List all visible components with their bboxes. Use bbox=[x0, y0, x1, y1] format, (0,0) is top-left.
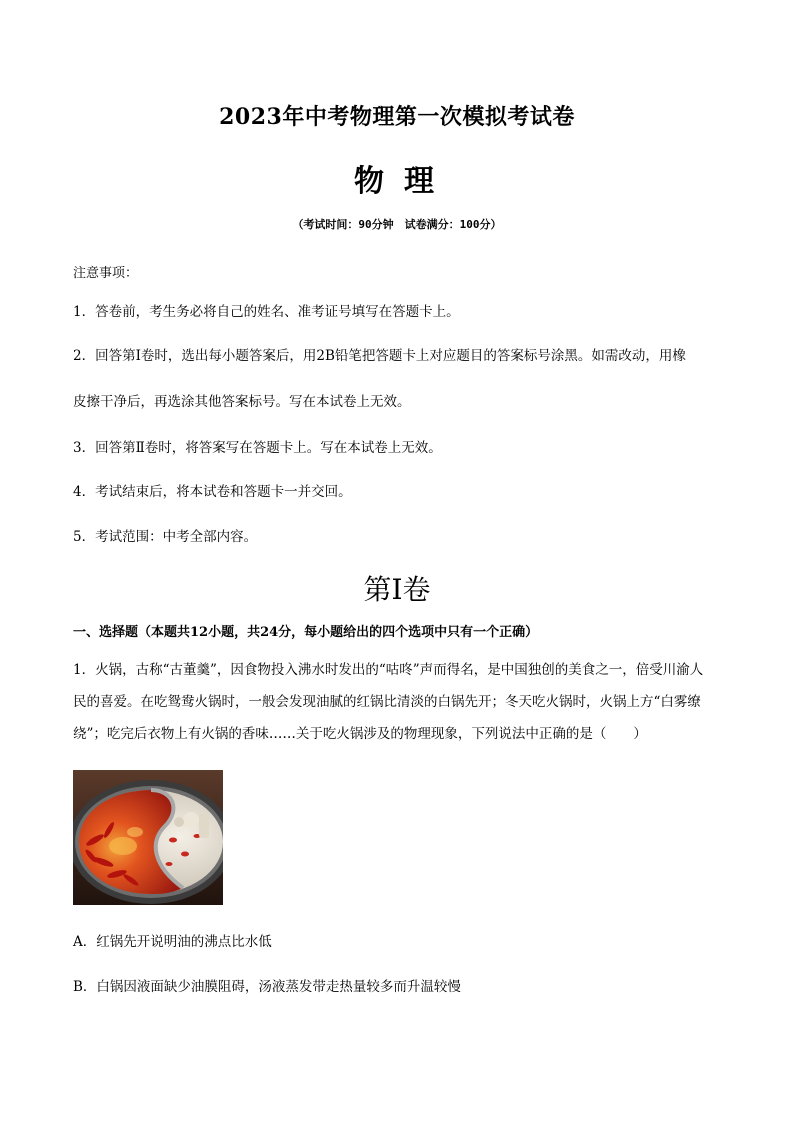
exam-title: 2023年中考物理第一次模拟考试卷 bbox=[219, 104, 575, 130]
question-1-line-1: 1．火锅，古称“古董羹”，因食物投入沸水时发出的“咕咚”声而得名，是中国独创的美食之一，倍受川渝人 bbox=[73, 662, 704, 678]
option-b: B．白锅因液面缺少油膜阻碍，汤液蒸发带走热量较多而升温较慢 bbox=[73, 979, 461, 995]
subject-title: 物理 bbox=[354, 164, 454, 199]
notice-heading: 注意事项： bbox=[73, 266, 139, 281]
notice-item-2-line-1: 2．回答第Ⅰ卷时，选出每小题答案后，用2B铅笔把答题卡上对应题目的答案标号涂黑。如需改动，用橡 bbox=[73, 348, 686, 364]
notice-item-3: 3．回答第Ⅱ卷时，将答案写在答题卡上。写在本试卷上无效。 bbox=[73, 440, 442, 456]
notice-item-4: 4．考试结束后，将本试卷和答题卡一并交回。 bbox=[73, 484, 352, 500]
question-1-line-3: 绕”；吃完后衣物上有火锅的香味……关于吃火锅涉及的物理现象，下列说法中正确的是（ ） bbox=[73, 726, 647, 742]
hotpot-image bbox=[73, 770, 223, 905]
section-heading: 一、选择题（本题共12小题，共24分，每小题给出的四个选项中只有一个正确） bbox=[73, 625, 539, 640]
hotpot-illustration bbox=[73, 770, 223, 905]
notice-item-5: 5．考试范围：中考全部内容。 bbox=[73, 529, 258, 545]
exam-info: （考试时间：90分钟 试卷满分：100分） bbox=[292, 218, 502, 231]
question-1-line-2: 民的喜爱。在吃鸳鸯火锅时，一般会发现油腻的红锅比清淡的白锅先开；冬天吃火锅时，火锅上方“白雾缭 bbox=[73, 694, 701, 710]
notice-item-1: 1．答卷前，考生务必将自己的姓名、准考证号填写在答题卡上。 bbox=[73, 304, 460, 320]
option-a: A．红锅先开说明油的沸点比水低 bbox=[73, 934, 272, 950]
volume-heading: 第Ⅰ卷 bbox=[363, 573, 431, 606]
notice-item-2-line-2: 皮擦干净后，再选涂其他答案标号。写在本试卷上无效。 bbox=[73, 394, 411, 410]
